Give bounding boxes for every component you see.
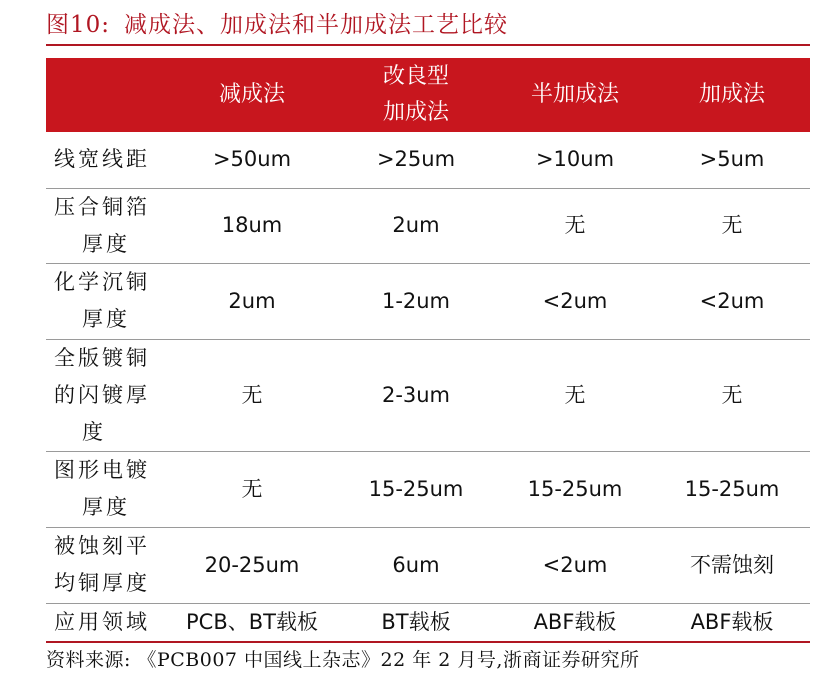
table-row xyxy=(46,603,810,642)
table-cell: 无 xyxy=(241,382,263,407)
comparison-table xyxy=(46,58,810,643)
table-header-row xyxy=(46,58,810,132)
table-cell: PCB、BT载板 xyxy=(186,609,318,634)
table-cell: 18um xyxy=(221,213,283,237)
table-cell: 15-25um xyxy=(684,476,780,501)
table-cell: <2um xyxy=(699,288,765,313)
table-cell: 无 xyxy=(721,382,743,407)
table-cell: 无 xyxy=(564,213,586,237)
table-cell: 2um xyxy=(392,213,440,237)
table-cell: 6um xyxy=(392,552,440,577)
table-row xyxy=(46,188,810,263)
header-cell-msap: 改良型 加成法 xyxy=(382,64,449,125)
table-row xyxy=(46,451,810,527)
row-label: 图形电镀 厚度 xyxy=(54,458,150,519)
row-label: 全版镀铜 的闪镀厚 度 xyxy=(54,345,150,444)
figure-number: 图10: xyxy=(46,12,111,38)
table-cell: 无 xyxy=(564,382,586,407)
table-cell: 15-25um xyxy=(527,476,623,501)
table-cell: 无 xyxy=(241,476,263,501)
row-label: 化学沉铜 厚度 xyxy=(54,270,150,331)
row-label: 应用领域 xyxy=(54,609,150,634)
table-row xyxy=(46,339,810,451)
table-cell: ABF载板 xyxy=(690,609,774,634)
table-cell: 1-2um xyxy=(381,288,451,313)
table-cell: 15-25um xyxy=(368,476,464,501)
title-rule xyxy=(46,44,810,46)
row-label: 被蚀刻平 均铜厚度 xyxy=(54,534,150,595)
figure-caption: 减成法、加成法和半加成法工艺比较 xyxy=(124,12,509,38)
table-cell: 2um xyxy=(228,288,276,313)
table-cell: >25um xyxy=(376,147,456,172)
table-cell: 不需蚀刻 xyxy=(690,552,774,577)
table-cell: <2um xyxy=(542,288,608,313)
header-cell-additive: 加成法 xyxy=(698,82,765,107)
row-label: 压合铜箔 厚度 xyxy=(54,194,150,256)
source-note: 资料来源: 《PCB007 中国线上杂志》22 年 2 月号,浙商证券研究所 xyxy=(46,649,640,671)
table-cell: >5um xyxy=(699,147,765,172)
header-cell-sap: 半加成法 xyxy=(530,82,619,107)
table-cell: <2um xyxy=(542,552,608,577)
table-row xyxy=(46,132,810,188)
table-cell: BT载板 xyxy=(381,609,451,634)
table-row xyxy=(46,263,810,339)
table-cell: 2-3um xyxy=(381,382,451,407)
header-cell-empty xyxy=(46,58,168,132)
table-cell: ABF载板 xyxy=(533,609,617,634)
table-cell: 无 xyxy=(721,213,743,237)
row-label: 线宽线距 xyxy=(54,147,150,172)
figure-title xyxy=(46,6,508,39)
table-cell: 20-25um xyxy=(204,552,300,577)
table-cell: >10um xyxy=(535,147,615,172)
table-row xyxy=(46,527,810,603)
header-cell-subtractive: 减成法 xyxy=(218,82,285,107)
table-cell: >50um xyxy=(212,147,292,172)
